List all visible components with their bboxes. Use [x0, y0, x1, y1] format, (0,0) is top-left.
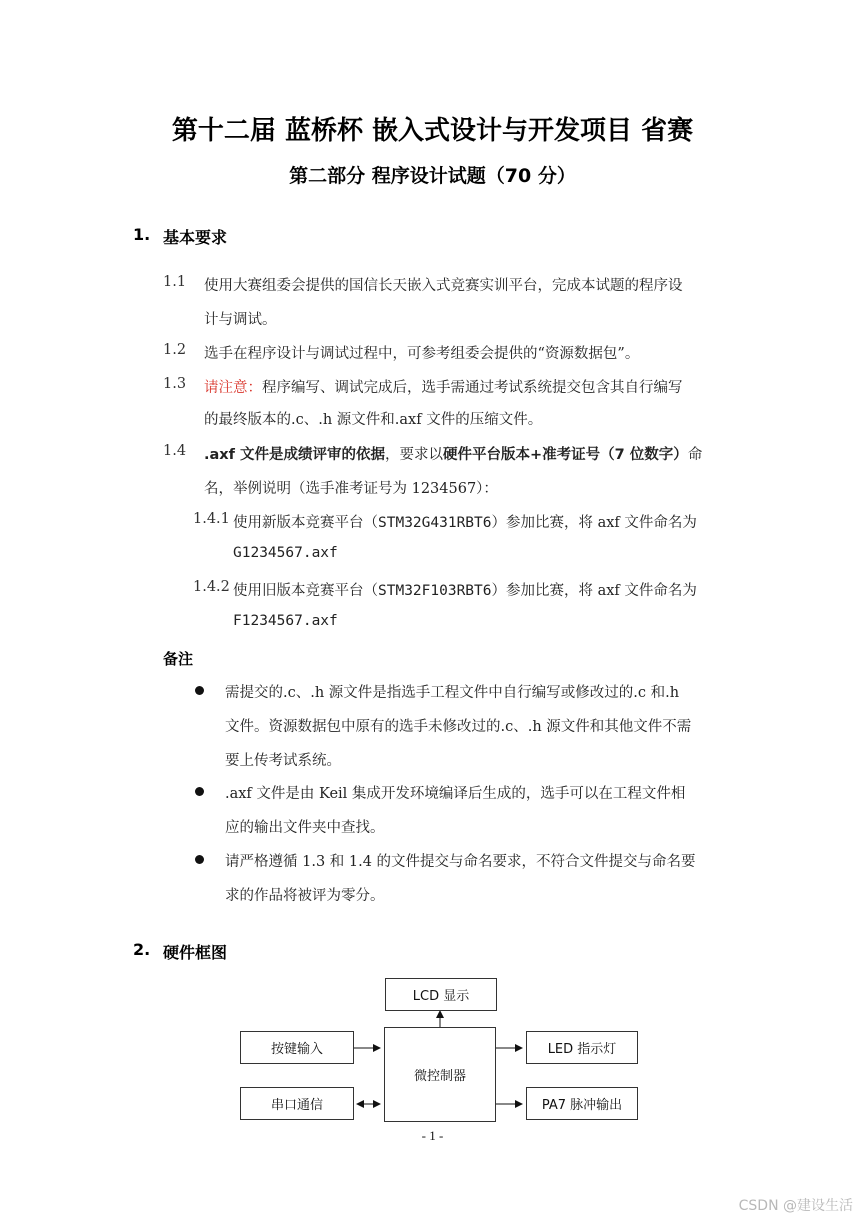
note-3-line1: 请严格遵循 1.3 和 1.4 的文件提交与命名要求，不符合文件提交与命名要: [225, 854, 696, 870]
item-1-4-2-line1-wrap: [233, 579, 697, 600]
item-1-4-1-line1-wrap: [233, 511, 697, 532]
block-microcontroller: 微控制器: [384, 1027, 496, 1122]
item-1-4-text-2: ，要求以: [385, 447, 444, 463]
notes-heading: 备注: [163, 650, 194, 668]
item-1-4-2-pre: 使用旧版本竞赛平台（: [233, 583, 378, 599]
item-1-3-line1-wrap: [204, 376, 683, 397]
note-1-line1: 需提交的.c、.h 源文件是指选手工程文件中自行编写或修改过的.c 和.h: [225, 685, 680, 701]
item-1-4-2-post: ）参加比赛，将 axf 文件命名为: [491, 583, 697, 599]
block-uart: 串口通信: [240, 1087, 354, 1120]
item-1-4-text-4: 命: [687, 447, 703, 463]
item-1-4-2-chip: STM32F103RBT6: [378, 583, 492, 599]
document-subtitle: 第二部分 程序设计试题（70 分）: [289, 165, 576, 187]
item-1-4-1-pre: 使用新版本竞赛平台（: [233, 515, 378, 531]
item-1-1-line2: 计与调试。: [204, 312, 277, 328]
section-2-number: 2.: [133, 940, 151, 959]
item-1-4-bold-1: .axf 文件是成绩评审的依据: [204, 447, 386, 463]
bullet-icon: [195, 787, 204, 796]
document-title: 第十二届 蓝桥杯 嵌入式设计与开发项目 省赛: [171, 116, 694, 146]
item-1-4-line1-wrap: [204, 443, 702, 464]
note-1-line3: 要上传考试系统。: [225, 753, 341, 769]
note-1-line2: 文件。资源数据包中原有的选手未修改过的.c、.h 源文件和其他文件不需: [225, 719, 692, 735]
section-1-title: 基本要求: [163, 228, 228, 247]
item-1-4-1-filename: G1234567.axf: [233, 545, 338, 561]
item-1-4-line2: 名，举例说明（选手准考证号为 1234567）：: [204, 481, 498, 497]
item-1-4-2-number: 1.4.2: [193, 579, 230, 595]
bullet-icon: [195, 855, 204, 864]
item-1-3-line2: 的最终版本的.c、.h 源文件和.axf 文件的压缩文件。: [204, 412, 543, 428]
item-1-1-line1: 使用大赛组委会提供的国信长天嵌入式竞赛实训平台，完成本试题的程序设: [204, 278, 683, 294]
item-1-3-line1: 程序编写、调试完成后，选手需通过考试系统提交包含其自行编写: [262, 380, 683, 396]
bullet-icon: [195, 686, 204, 695]
note-2-line1: .axf 文件是由 Keil 集成开发环境编译后生成的，选手可以在工程文件相: [225, 786, 686, 802]
block-key-input: 按键输入: [240, 1031, 354, 1064]
block-pa7-pulse-output: PA7 脉冲输出: [526, 1087, 638, 1120]
watermark: CSDN @建设生活: [738, 1198, 853, 1214]
item-1-3-number: 1.3: [163, 376, 187, 392]
note-2-line2: 应的输出文件夹中查找。: [225, 820, 385, 836]
item-1-4-1-number: 1.4.1: [193, 511, 230, 527]
item-1-4-1-post: ）参加比赛，将 axf 文件命名为: [491, 515, 697, 531]
item-1-3-warning: 请注意：: [204, 380, 262, 396]
section-2-title: 硬件框图: [163, 943, 228, 962]
item-1-4-1-chip: STM32G431RBT6: [378, 515, 492, 531]
page-number: - 1 -: [421, 1128, 444, 1143]
item-1-2-line1: 选手在程序设计与调试过程中，可参考组委会提供的“资源数据包”。: [204, 346, 640, 362]
item-1-4-bold-3: 硬件平台版本+准考证号（7 位数字）: [443, 447, 688, 463]
item-1-4-number: 1.4: [163, 443, 187, 459]
item-1-1-number: 1.1: [163, 274, 187, 290]
item-1-4-2-filename: F1234567.axf: [233, 613, 338, 629]
note-3-line2: 求的作品将被评为零分。: [225, 888, 385, 904]
item-1-2-number: 1.2: [163, 342, 187, 358]
block-led-indicator: LED 指示灯: [526, 1031, 638, 1064]
section-1-number: 1.: [133, 225, 151, 244]
block-lcd-display: LCD 显示: [385, 978, 497, 1011]
